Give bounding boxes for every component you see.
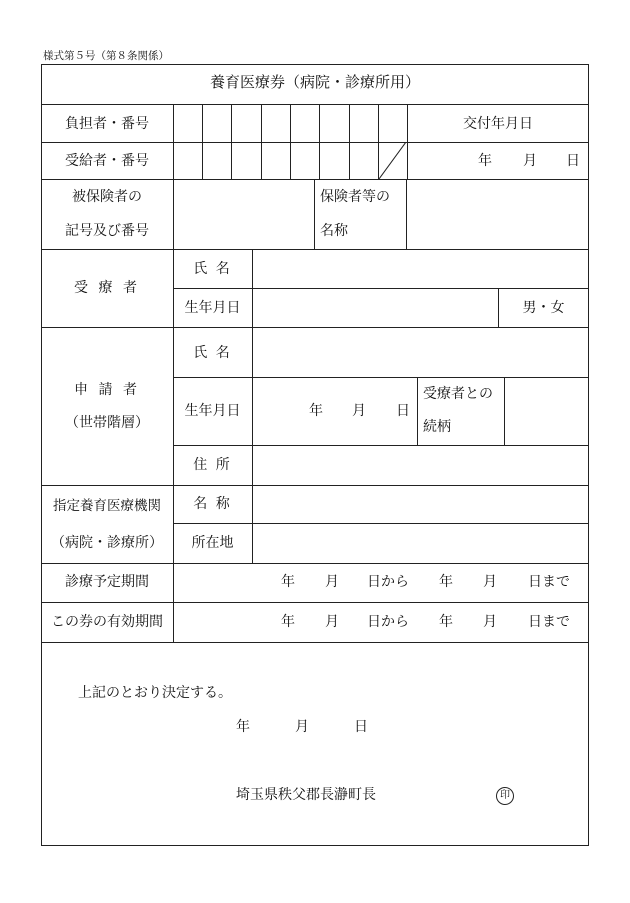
applicant-relation-field[interactable] <box>504 377 589 445</box>
treatment-from-day: 日から <box>367 574 409 590</box>
rule-h <box>41 642 589 643</box>
applicant-name-label: 氏 名 <box>193 345 232 361</box>
validity-to-day: 日まで <box>528 614 570 630</box>
validity-period-label: この券の有効期間 <box>51 614 163 630</box>
relation-label-1: 受療者との <box>423 386 493 402</box>
relation-label-2: 続柄 <box>423 419 451 435</box>
rule-h <box>41 327 589 328</box>
rule-h <box>41 485 589 486</box>
rule-h <box>173 445 589 446</box>
form-code: 様式第５号（第８条関係） <box>43 50 169 62</box>
applicant-birth-field[interactable] <box>252 377 417 445</box>
rule-h <box>173 288 589 289</box>
rule-h <box>41 249 589 250</box>
rule-v <box>202 104 203 179</box>
insured-number-field[interactable] <box>173 179 314 249</box>
rule-v <box>406 179 407 249</box>
validity-to-year: 年 <box>439 614 453 630</box>
issue-year-label: 年 <box>478 153 492 169</box>
applicant-birth-month: 月 <box>352 403 366 419</box>
treatment-from-month: 月 <box>325 574 339 590</box>
issue-month-label: 月 <box>523 153 537 169</box>
rule-v <box>417 377 418 445</box>
decision-year: 年 <box>236 719 250 735</box>
patient-name-field[interactable] <box>252 249 589 288</box>
insurer-label-1: 保険者等の <box>320 189 390 205</box>
rule-v <box>173 104 174 642</box>
insured-label-1: 被保険者の <box>72 189 142 205</box>
recipient-label: 受給者・番号 <box>65 153 149 169</box>
institution-location-label: 所在地 <box>191 535 234 551</box>
decision-month: 月 <box>295 719 309 735</box>
institution-label: 指定養育医療機関 <box>53 498 161 514</box>
applicant-birth-label: 生年月日 <box>184 403 241 419</box>
institution-name-label: 名 称 <box>193 496 232 512</box>
issue-date-field[interactable] <box>407 142 589 179</box>
seal-mark: 印 <box>496 787 514 805</box>
applicant-birth-year: 年 <box>309 403 323 419</box>
treatment-to-year: 年 <box>439 574 453 590</box>
rule-h <box>41 602 589 603</box>
treatment-from-year: 年 <box>281 574 295 590</box>
payer-label: 負担者・番号 <box>65 116 149 132</box>
diagonal-slash <box>379 142 406 179</box>
issuer-name: 埼玉県秩父郡長瀞町長 <box>236 787 376 803</box>
institution-sublabel: （病院・診療所） <box>51 535 163 551</box>
validity-from-year: 年 <box>281 614 295 630</box>
applicant-address-field[interactable] <box>252 445 589 485</box>
decision-text: 上記のとおり決定する。 <box>78 685 232 701</box>
treatment-to-month: 月 <box>483 574 497 590</box>
validity-from-month: 月 <box>325 614 339 630</box>
applicant-sublabel: （世帯階層） <box>65 415 149 431</box>
applicant-label: 申 請 者 <box>74 382 140 398</box>
insurer-name-field[interactable] <box>406 179 589 249</box>
issue-date-label: 交付年月日 <box>463 116 533 132</box>
applicant-address-label: 住 所 <box>193 457 232 473</box>
rule-v <box>261 104 262 179</box>
treatment-to-day: 日まで <box>528 574 570 590</box>
validity-from-day: 日から <box>367 614 409 630</box>
rule-h <box>173 523 589 524</box>
patient-name-label: 氏 名 <box>193 261 232 277</box>
rule-v <box>407 104 408 179</box>
rule-v <box>319 104 320 179</box>
issue-day-label: 日 <box>566 153 580 169</box>
institution-name-field[interactable] <box>252 485 589 523</box>
patient-label: 受 療 者 <box>74 280 140 296</box>
rule-v <box>314 179 315 249</box>
sex-label: 男・女 <box>522 300 565 316</box>
validity-to-month: 月 <box>483 614 497 630</box>
rule-v <box>504 377 505 445</box>
rule-h <box>41 142 589 143</box>
rule-v <box>290 104 291 179</box>
treatment-period-label: 診療予定期間 <box>65 574 149 590</box>
rule-v <box>349 104 350 179</box>
insured-label-2: 記号及び番号 <box>65 223 149 239</box>
institution-location-field[interactable] <box>252 523 589 563</box>
decision-day: 日 <box>354 719 368 735</box>
rule-v <box>252 249 253 563</box>
medical-voucher-form <box>41 64 589 846</box>
rule-h <box>41 563 589 564</box>
applicant-name-field[interactable] <box>252 327 589 377</box>
rule-h <box>41 179 589 180</box>
rule-v <box>231 104 232 179</box>
form-title: 養育医療券（病院・診療所用） <box>209 73 420 91</box>
patient-birth-field[interactable] <box>252 288 498 327</box>
rule-h <box>173 377 589 378</box>
insurer-label-2: 名称 <box>320 223 348 239</box>
patient-birth-label: 生年月日 <box>184 300 241 316</box>
applicant-birth-day: 日 <box>396 403 410 419</box>
rule-h <box>41 104 589 105</box>
